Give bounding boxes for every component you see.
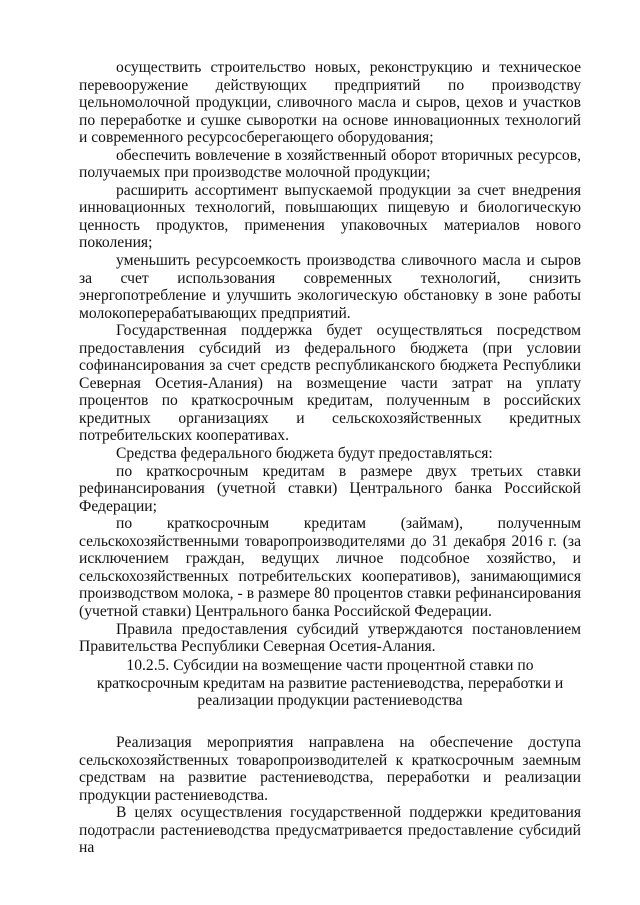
- section-heading-line-1: 10.2.5. Субсидии на возмещение части процентной ставки по: [126, 657, 534, 674]
- paragraph-subsidy-rules: Правила предоставления субсидий утверждаются постановлением Правительства Республики Северная Осетия-Алания.: [79, 620, 581, 656]
- section-heading-line-2: краткосрочным кредитам на развитие растениеводства, переработки и: [96, 674, 564, 692]
- section-heading-line-3: реализации продукции растениеводства: [197, 692, 463, 710]
- body-text-bottom: [79, 734, 581, 857]
- paragraph-loans-until-2016: по краткосрочным кредитам (займам), полученным сельскохозяйственными товаропроизводителями до 31 декабря 2016 г. (за исключением граждан, ведущих личное подсобное хозяйство, и сельскохозяйственных потребительских кооперативов), занимающимися производством молока, - в размере 80 процентов ставки рефинансирования (учетной ставки) Центрального банка Российской Федерации.: [79, 515, 581, 620]
- paragraph-measure-purpose: Реализация мероприятия направлена на обеспечение доступа сельскохозяйственных товаропроизводителей к краткосрочным заемным средствам на развитие растениеводства, переработки и реализации продукции растениеводства.: [79, 734, 581, 804]
- paragraph-assortment: расширить ассортимент выпускаемой продукции за счет внедрения инновационных технологий, повышающих пищевую и биологическую ценность продуктов, применения упаковочных материалов нового поколения;: [79, 181, 581, 252]
- paragraph-short-term-loans: по краткосрочным кредитам в размере двух третьих ставки рефинансирования (учетной ставки) Центрального банка Российской Федерации;: [79, 462, 581, 515]
- paragraph-crop-support: В целях осуществления государственной поддержки кредитования подотрасли растениеводства предусматривается предоставление субсидий на: [79, 804, 581, 857]
- body-text-top: [79, 59, 581, 656]
- paragraph-modernization: осуществить строительство новых, реконструкцию и техническое перевооружение действующих предприятий по производству цельномолочной продукции, сливочного масла и сыров, цехов и участков по переработке и сушке сыворотки на основе инновационных технологий и современного ресурсосберегающего оборудования;: [79, 59, 581, 147]
- paragraph-secondary-resources: обеспечить вовлечение в хозяйственный оборот вторичных ресурсов, получаемых при производстве молочной продукции;: [79, 146, 581, 182]
- paragraph-federal-funds: Средства федерального бюджета будут предоставляться:: [116, 445, 493, 463]
- paragraph-resource-intensity: уменьшить ресурсоемкость производства сливочного масла и сыров за счет использования современных технологий, снизить энергопотребление и улучшить экологическую обстановку в зоне работы молокоперерабатывающих предприятий.: [79, 252, 581, 322]
- section-heading: [79, 657, 581, 710]
- paragraph-state-support: Государственная поддержка будет осуществляться посредством предоставления субсидий из федерального бюджета (при условии софинансирования за счет средств республиканского бюджета Республики Северная Осетия-Алания) на возмещение части затрат на уплату процентов по краткосрочным кредитам, полученным в российских кредитных организациях и сельскохозяйственных кредитных потребительских кооперативах.: [79, 322, 581, 445]
